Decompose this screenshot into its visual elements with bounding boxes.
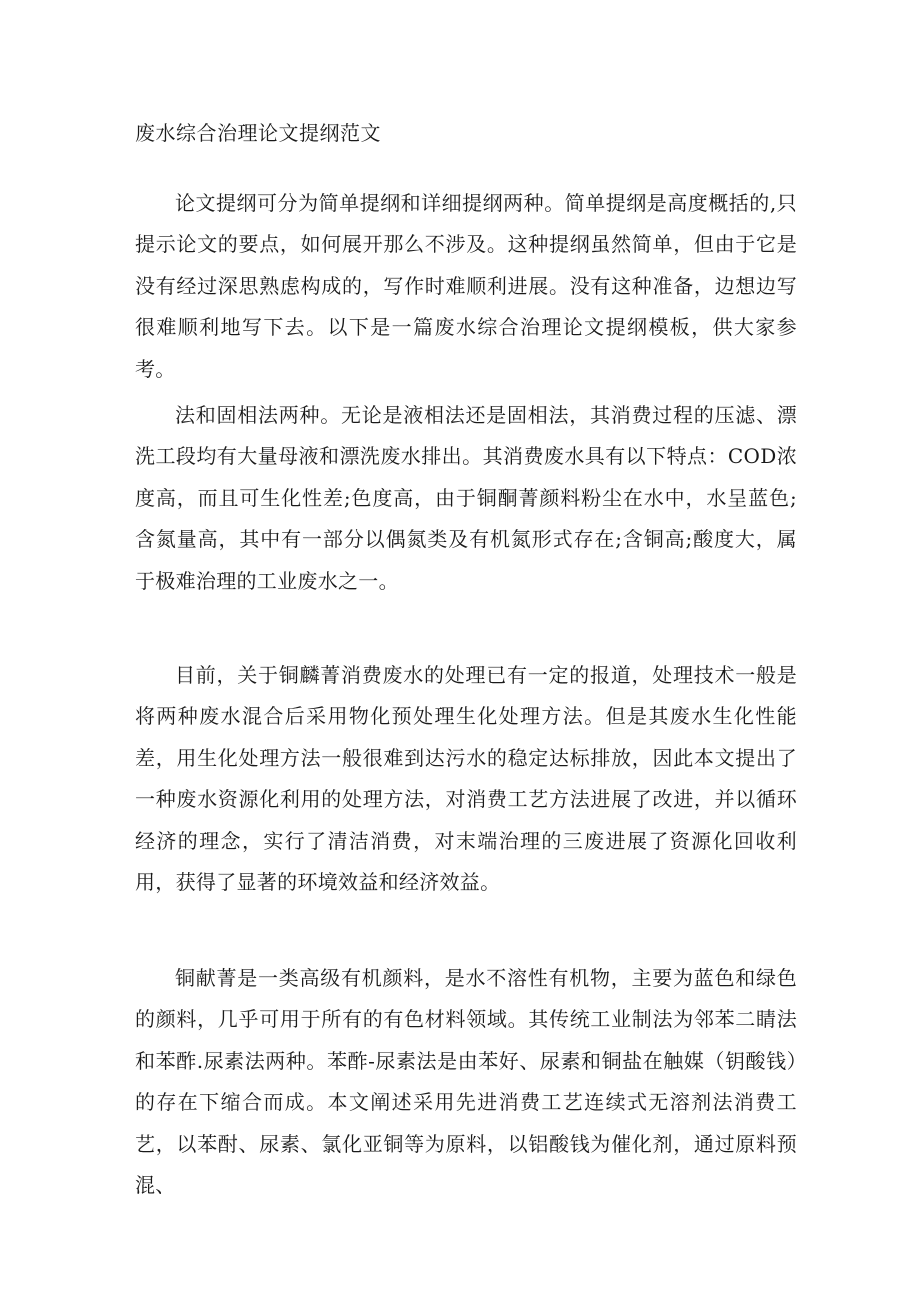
paragraph-outline-intro: 论文提纲可分为简单提纲和详细提纲两种。简单提纲是高度概括的,只提示论文的要点，如何展开那么不涉及。这种提纲虽然简单，但由于它是没有经过深思熟虑构成的，写作时难顺利进展。没有这种准备，边想边写很难顺利地写下去。以下是一篇废水综合治理论文提纲模板，供大家参考。 — [135, 191, 797, 381]
paragraph-treatment-status: 目前，关于铜麟菁消费废水的处理已有一定的报道，处理技术一般是将两种废水混合后采用物化预处理生化处理方法。但是其废水生化性能差，用生化处理方法一般很难到达污水的稳定达标排放，因此本文提出了一种废水资源化利用的处理方法，对消费工艺方法进展了改进，并以循环经济的理念，实行了清洁消费，对末端治理的三废进展了资源化回收利用，获得了显著的环境效益和经济效益。 — [135, 663, 797, 895]
paragraph-wastewater-characteristics: 法和固相法两种。无论是液相法还是固相法，其消费过程的压滤、漂洗工段均有大量母液和漂洗废水排出。其消费废水具有以下特点：COD浓度高，而且可生化性差;色度高，由于铜酮菁颜料粉尘在水中，水呈蓝色;含氮量高，其中有一部分以偶氮类及有机氮形式存在;含铜高;酸度大，属于极难治理的工业废水之一。 — [135, 403, 797, 593]
document-title: 废水综合治理论文提纲范文 — [135, 121, 381, 145]
paragraph-pigment-process: 铜献菁是一类高级有机颜料，是水不溶性有机物，主要为蓝色和绿色的颜料，几乎可用于所有的有色材料领域。其传统工业制法为邻苯二睛法和苯酢.尿素法两种。苯酢-尿素法是由苯好、尿素和铜盐在触媒（钥酸钱）的存在下缩合而成。本文阐述采用先进消费工艺连续式无溶剂法消费工艺，以苯酎、尿素、氯化亚铜等为原料，以铝酸钱为催化剂，通过原料预混、 — [135, 966, 797, 1198]
